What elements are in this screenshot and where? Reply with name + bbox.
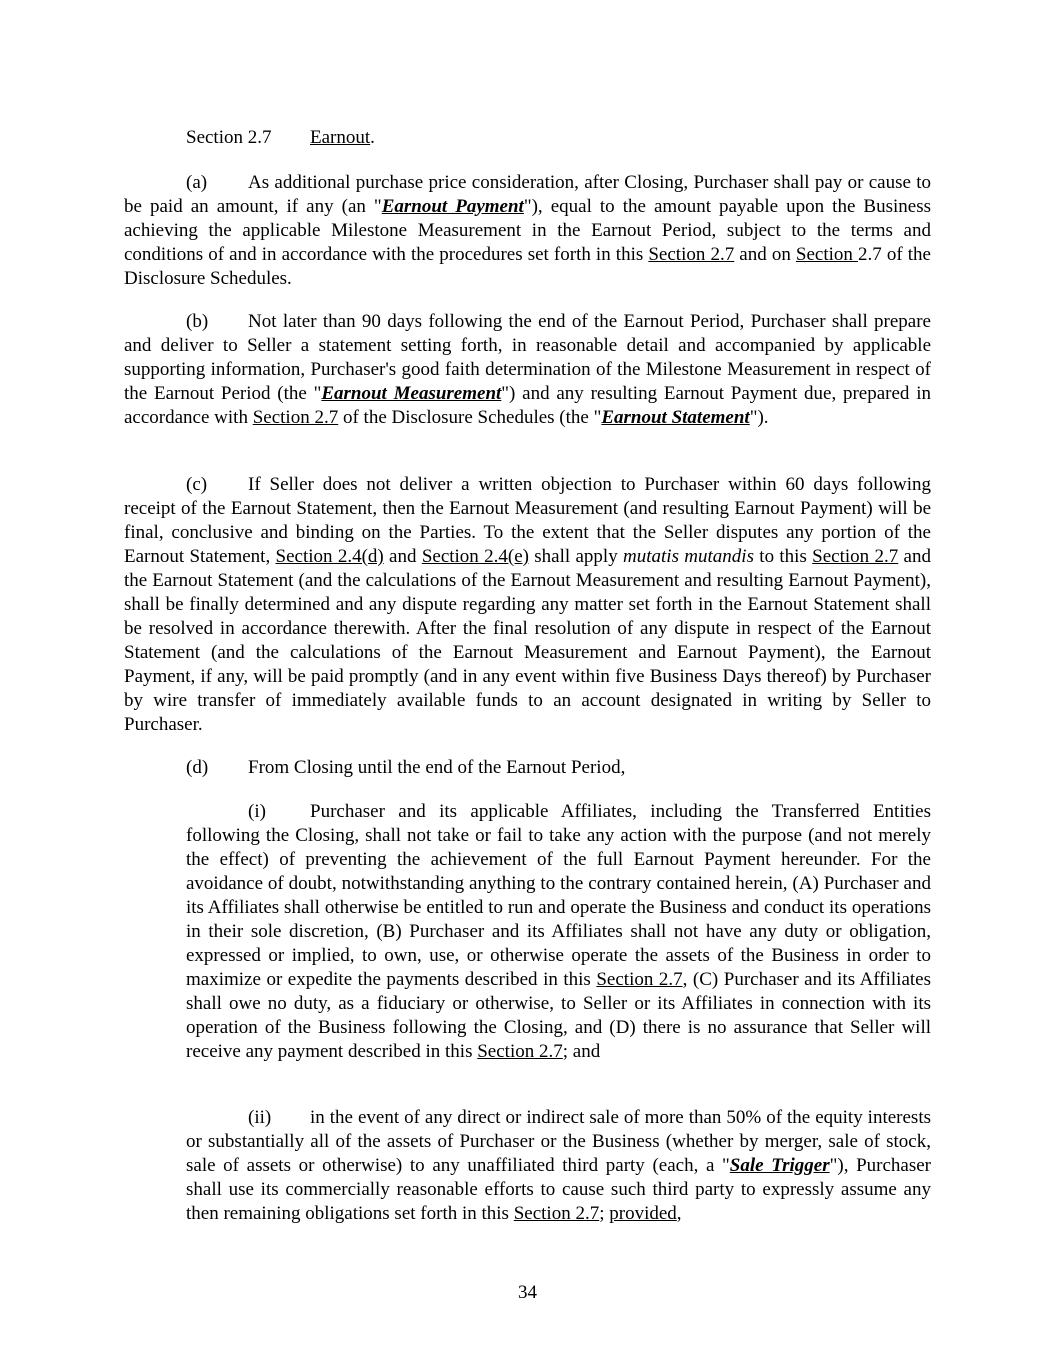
paragraph-text: to this — [753, 546, 813, 567]
section-reference: Section 2.4(d) — [275, 546, 384, 567]
paragraph-text: Purchaser and its applicable Affiliates, including the Transferred Entities following the Closing, shall not take or fail to take any action with the purpose (and not merely the effect) of preventing the achievement of the full Earnout Payment hereunder. For the avoidance of doubt, notwithstanding anything to the contrary contained herein, (A) Purchaser and its Affiliates shall otherwise be entitled to run and operate the Business and conduct its operations in their sole discretion, (B) Purchaser and its Affiliates shall not have any duty or obligation, expressed or implied, to own, use, or otherwise operate the assets of the Business in order to maximize or expedite the payments described in this — [186, 801, 931, 990]
section-reference: Section 2.7 — [252, 407, 339, 428]
paragraph-text: ; — [599, 1203, 610, 1224]
paragraph-text: "), equal to the amount payable upon the Business achieving the applicable Milestone Measurement in the Earnout Period, subject to the terms and conditions of and in accordance with the procedures set forth in this — [124, 196, 932, 265]
section-reference: Section — [795, 244, 859, 265]
section-title-period: . — [370, 127, 375, 148]
paragraph-text: ") and any resulting Earnout Payment due, prepared in accordance with — [124, 383, 931, 428]
paragraph-label: (c) — [186, 474, 208, 495]
section-reference: Section 2.7 — [596, 969, 683, 990]
section-reference: Section 2.7 — [477, 1041, 563, 1062]
paragraph-a — [124, 171, 931, 291]
paragraph-text: From Closing until the end of the Earnout Period, — [248, 757, 626, 778]
latin-term: mutatis mutandis — [623, 546, 754, 567]
defined-term-earnout-measurement: Earnout Measurement — [321, 383, 502, 404]
paragraph-d-i — [186, 800, 931, 1064]
section-reference: Section 2.7 — [513, 1203, 600, 1224]
paragraph-c — [124, 473, 931, 737]
paragraph-d — [124, 756, 931, 780]
paragraph-text: ; and — [562, 1041, 601, 1062]
section-reference: Section 2.4(e) — [421, 546, 529, 567]
proviso-term: provided — [609, 1203, 677, 1224]
paragraph-text: 2.7 of the Disclosure Schedules. — [124, 244, 931, 289]
paragraph-text: As additional purchase price consideration, after Closing, Purchaser shall pay or cause to be paid an amount, if any (an " — [124, 172, 931, 217]
paragraph-text: Not later than 90 days following the end of the Earnout Period, Purchaser shall prepare and deliver to Seller a statement setting forth, in reasonable detail and accompanied by applicable supporting information, Purchaser's good faith determination of the Milestone Measurement in respect of the Earnout Period (the " — [124, 311, 931, 404]
defined-term-earnout-statement: Earnout Statement — [601, 407, 750, 428]
section-reference: Section 2.7 — [648, 244, 735, 265]
paragraph-text: and — [383, 546, 422, 567]
paragraph-label: (d) — [186, 757, 209, 778]
paragraph-d-ii — [186, 1106, 931, 1226]
paragraph-text: shall apply — [528, 546, 624, 567]
page-number: 34 — [518, 1282, 537, 1303]
paragraph-text: "). — [749, 407, 769, 428]
section-heading — [186, 126, 375, 150]
paragraph-label: (b) — [186, 311, 209, 332]
paragraph-label: (a) — [186, 172, 208, 193]
paragraph-text: , (C) Purchaser and its Affiliates shall owe no duty, as a fiduciary or otherwise, to Seller or its Affiliates in connection with its operation of the Business following the Closing, and (D) there is no assurance that Seller will receive any payment described in this — [186, 969, 931, 1062]
paragraph-text: , — [676, 1203, 682, 1224]
paragraph-label: (i) — [248, 801, 266, 822]
paragraph-text: If Seller does not deliver a written objection to Purchaser within 60 days following receipt of the Earnout Statement, then the Earnout Measurement (and resulting Earnout Payment) will be final, conclusive and binding on the Parties. To the extent that the Seller disputes any portion of the Earnout Statement, — [124, 474, 931, 567]
paragraph-text: and on — [734, 244, 796, 265]
paragraph-text: of the Disclosure Schedules (the " — [338, 407, 602, 428]
section-title: Earnout — [310, 127, 371, 148]
paragraph-text: in the event of any direct or indirect sale of more than 50% of the equity interests or substantially all of the assets of Purchaser or the Business (whether by merger, sale of stock, sale of assets or otherwise) to any unaffiliated third party (each, a " — [186, 1107, 931, 1176]
paragraph-text: and the Earnout Statement (and the calculations of the Earnout Measurement and resulting Earnout Payment), shall be finally determined and any dispute regarding any matter set forth in the Earnout Statement shall be resolved in accordance therewith. After the final resolution of any dispute in respect of the Earnout Statement (and the calculations of the Earnout Measurement and Earnout Payment), the Earnout Payment, if any, will be paid promptly (and in any event within five Business Days thereof) by Purchaser by wire transfer of immediately available funds to an account designated in writing by Seller to Purchaser. — [124, 546, 931, 735]
section-reference: Section 2.7 — [812, 546, 899, 567]
defined-term-earnout-payment: Earnout Payment — [381, 196, 524, 217]
paragraph-label: (ii) — [248, 1107, 272, 1128]
paragraph-b — [124, 310, 931, 430]
paragraph-text: "), Purchaser shall use its commercially reasonable efforts to cause such third party to expressly assume any then remaining obligations set forth in this — [186, 1155, 932, 1224]
defined-term-sale-trigger: Sale Trigger — [729, 1155, 830, 1176]
section-number: Section 2.7 — [186, 127, 272, 148]
